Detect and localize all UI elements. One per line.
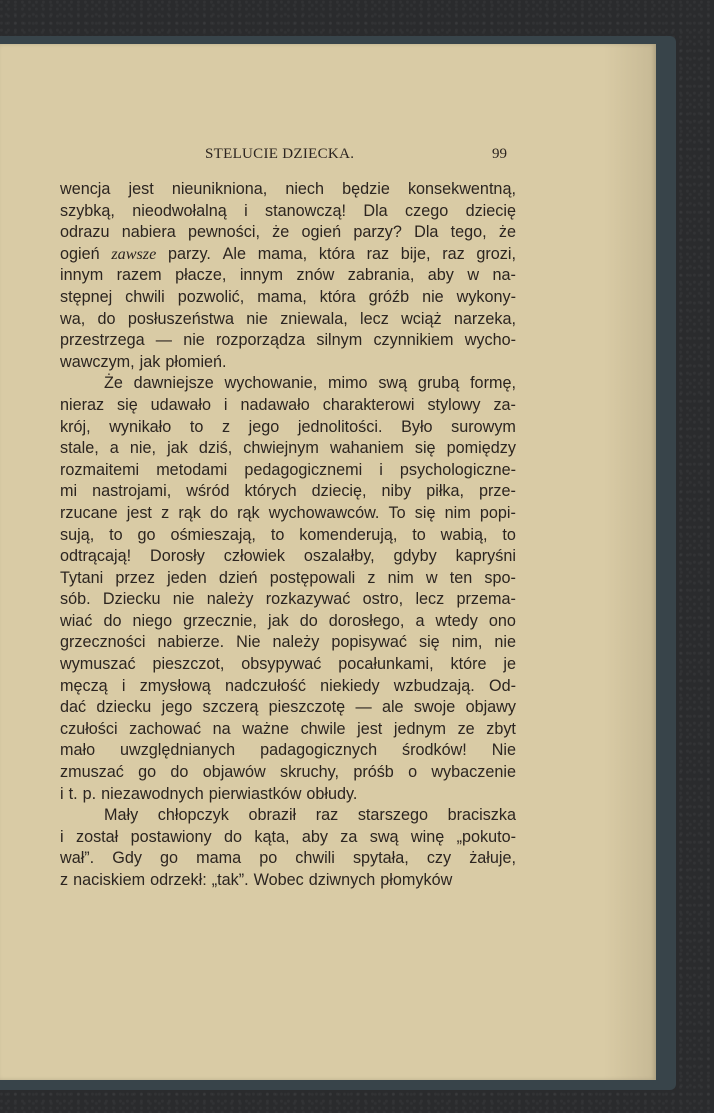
running-head: STELUCIE DZIECKA. (205, 146, 355, 162)
text-line: wymuszać pieszczot, obsypywać pocałunkami, które je (60, 655, 516, 674)
text-line: innym razem płacze, innym znów zabrania, aby w na- (60, 266, 516, 285)
text-line: rzucane jest z rąk do rąk wychowawców. To się nim popi- (60, 503, 516, 522)
text-line: Tytani przez jeden dzień postępowali z nim w ten spo- (60, 568, 516, 587)
text-line: dać dziecku jego szczerą pieszczotę — ale swoje objawy (60, 698, 516, 717)
text-line: stale, a nie, jak dziś, chwiejnym wahaniem się pomiędzy (60, 439, 516, 458)
text-line: mi nastrojami, wśród których dziecię, niby piłka, prze- (60, 482, 516, 501)
text-line: Mały chłopczyk obraził raz starszego braciszka (104, 806, 516, 825)
text-line: wa, do posłuszeństwa nie zniewala, lecz wciąż narzeka, (60, 309, 516, 328)
text-line: stępnej chwili pozwolić, mama, która gróźb nie wykony- (60, 287, 516, 306)
text-line: wawczym, jak płomień. (60, 352, 227, 371)
text-line: rozmaitemi metodami pedagogicznemi i psychologiczne- (60, 460, 516, 479)
text-line: odtrącają! Dorosły człowiek oszalałby, gdyby kapryśni (60, 547, 516, 566)
text-line: sób. Dziecku nie należy rozkazywać ostro, lecz przema- (60, 590, 516, 609)
page-header (0, 146, 656, 166)
text-line: i t. p. niezawodnych pierwiastków obłudy. (60, 784, 358, 803)
text-line: grzeczności nabierze. Nie należy popisywać się nim, nie (60, 633, 516, 652)
body-text (60, 179, 516, 892)
text-line: wencja jest nieunikniona, niech będzie konsekwentną, (60, 180, 516, 198)
text-line: wiać do niego grzecznie, jak do dorosłego, a wtedy ono (60, 611, 516, 630)
text-line: krój, wynikało to z jego jednolitości. Było surowym (60, 417, 516, 436)
text-line: wał”. Gdy go mama po chwili spytała, czy żałuje, (60, 849, 516, 868)
text-line: Że dawniejsze wychowanie, mimo swą grubą formę, (104, 374, 516, 393)
page-number: 99 (492, 146, 507, 162)
text-line: męczą i zmysłową nadczułość niekiedy wzbudzają. Od- (60, 676, 516, 695)
text-line: ogień zawsze parzy. Ale mama, która raz bije, raz grozi, (60, 244, 516, 263)
text-line: odrazu nabiera pewności, że ogień parzy? Dla tego, że (60, 223, 516, 242)
text-line: z naciskiem odrzekł: „tak”. Wobec dziwnych płomyków (60, 871, 453, 889)
text-line: czułości zachować na ważne chwile jest jednym ze zbyt (60, 719, 516, 738)
text-line: szybką, nieodwołalną i stanowczą! Dla czego dziecię (60, 201, 516, 220)
text-line: nieraz się udawało i nadawało charakterowi stylowy za- (60, 395, 516, 414)
text-line: i został postawiony do kąta, aby za swą winę „pokuto- (60, 827, 516, 846)
text-line: sują, to go ośmieszają, to komenderują, to wabią, to (60, 525, 516, 544)
text-line: zmuszać go do objawów skruchy, próśb o wybaczenie (60, 763, 516, 782)
book-page (0, 44, 656, 1080)
text-line: mało uwzględnianych padagogicznych środków! Nie (60, 741, 516, 760)
text-line: przestrzega — nie rozporządza silnym czynnikiem wycho- (60, 331, 516, 350)
